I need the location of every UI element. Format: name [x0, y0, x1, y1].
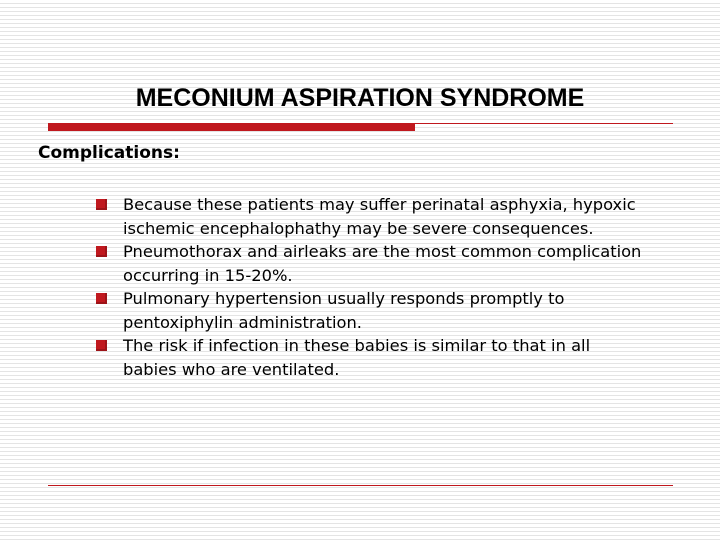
bullet-item — [0, 334, 643, 381]
bullet-list — [0, 193, 720, 381]
bullet-text: Pneumothorax and airleaks are the most common complication occurring in 15-20%. — [123, 242, 642, 285]
square-bullet-icon — [96, 340, 107, 351]
bullet-text: Pulmonary hypertension usually responds promptly to pentoxiphylin administration. — [123, 289, 565, 332]
bullet-text: Because these patients may suffer perinatal asphyxia, hypoxic ischemic encephalophathy may be severe consequences. — [123, 195, 636, 238]
bullet-text: The risk if infection in these babies is similar to that in all babies who are ventilated. — [123, 336, 591, 379]
square-bullet-icon — [96, 246, 107, 257]
bullet-item — [0, 287, 643, 334]
slide-title: MECONIUM ASPIRATION SYNDROME — [135, 84, 585, 112]
bullet-item — [0, 240, 643, 287]
bullet-item — [0, 193, 643, 240]
title-divider-accent-bar — [48, 124, 415, 131]
slide-subtitle: Complications: — [38, 143, 180, 163]
footer-divider — [48, 485, 673, 486]
square-bullet-icon — [96, 293, 107, 304]
square-bullet-icon — [96, 199, 107, 210]
